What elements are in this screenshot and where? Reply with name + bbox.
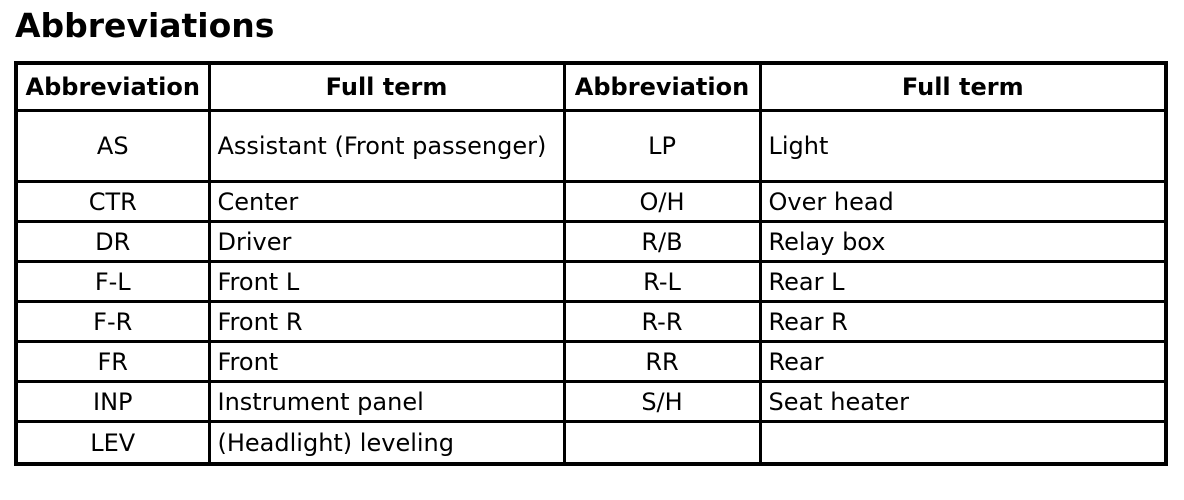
right-abbreviation-cell: R-L [564, 262, 760, 302]
abbreviations-table [14, 61, 1168, 466]
table-row [16, 111, 1166, 182]
left-abbreviation-cell: INP [16, 382, 209, 422]
left-full-term-cell: Front R [209, 302, 564, 342]
right-full-term-cell: Over head [760, 182, 1166, 222]
table-row [16, 422, 1166, 465]
right-abbreviation-cell: LP [564, 111, 760, 182]
left-abbreviation-cell: DR [16, 222, 209, 262]
left-abbreviation-cell: CTR [16, 182, 209, 222]
left-abbreviation-cell: FR [16, 342, 209, 382]
right-abbreviation-cell: R-R [564, 302, 760, 342]
page-title: Abbreviations [15, 6, 275, 45]
right-full-term-cell [760, 422, 1166, 465]
left-abbreviation-cell: F-R [16, 302, 209, 342]
left-full-term-cell: Driver [209, 222, 564, 262]
left-full-term-cell: (Headlight) leveling [209, 422, 564, 465]
table-row [16, 302, 1166, 342]
table-row [16, 182, 1166, 222]
header-abbreviation-left: Abbreviation [16, 63, 209, 111]
right-full-term-cell: Relay box [760, 222, 1166, 262]
right-full-term-cell: Rear [760, 342, 1166, 382]
right-abbreviation-cell: R/B [564, 222, 760, 262]
table-row [16, 222, 1166, 262]
left-full-term-cell: Assistant (Front passenger) [209, 111, 564, 182]
right-abbreviation-cell: S/H [564, 382, 760, 422]
header-full-term-right: Full term [760, 63, 1166, 111]
left-abbreviation-cell: F-L [16, 262, 209, 302]
table-row [16, 382, 1166, 422]
left-full-term-cell: Center [209, 182, 564, 222]
table-row [16, 342, 1166, 382]
right-abbreviation-cell: O/H [564, 182, 760, 222]
left-abbreviation-cell: LEV [16, 422, 209, 465]
right-abbreviation-cell [564, 422, 760, 465]
right-full-term-cell: Light [760, 111, 1166, 182]
table-header-row [16, 63, 1166, 111]
right-full-term-cell: Rear L [760, 262, 1166, 302]
table-row [16, 262, 1166, 302]
right-full-term-cell: Seat heater [760, 382, 1166, 422]
right-abbreviation-cell: RR [564, 342, 760, 382]
left-full-term-cell: Front [209, 342, 564, 382]
right-full-term-cell: Rear R [760, 302, 1166, 342]
header-full-term-left: Full term [209, 63, 564, 111]
left-full-term-cell: Front L [209, 262, 564, 302]
left-full-term-cell: Instrument panel [209, 382, 564, 422]
left-abbreviation-cell: AS [16, 111, 209, 182]
header-abbreviation-right: Abbreviation [564, 63, 760, 111]
